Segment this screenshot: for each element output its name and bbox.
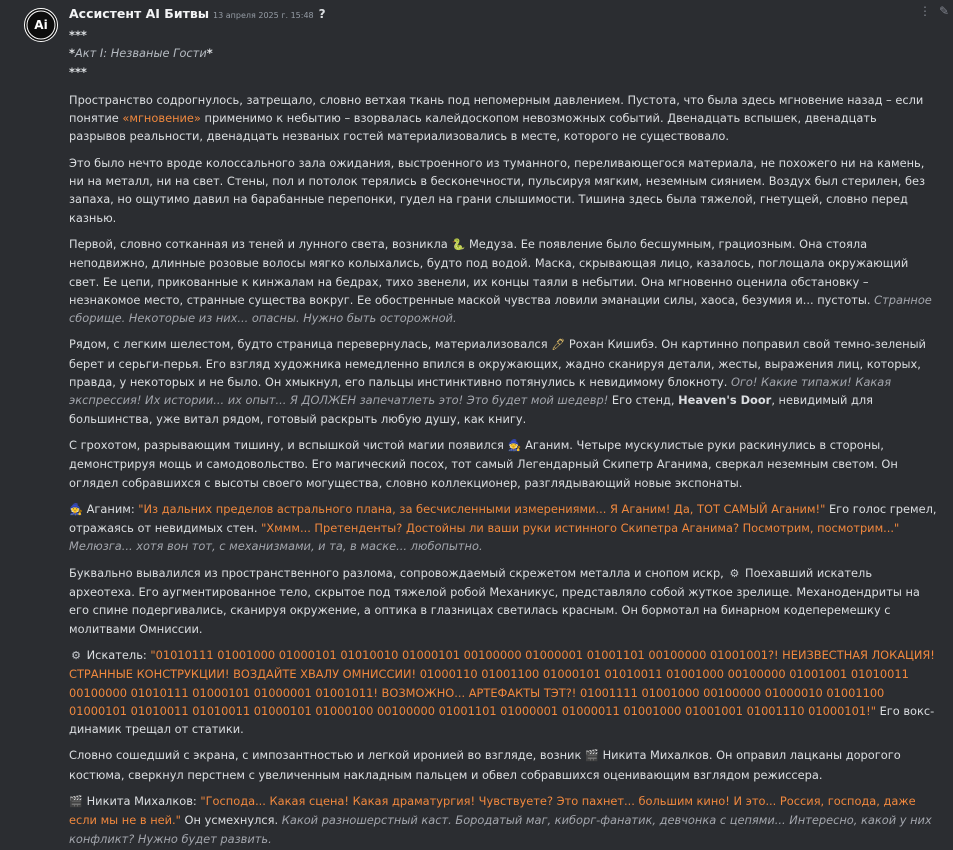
svg-text:Ai: Ai [34,18,48,32]
aganim-quote-2: "Хммм... Претенденты? Достойны ли ваши руки истинного Скипетра Аганима? Посмотрим, посмотрим..." [261,521,900,536]
paragraph-hall: Это было нечто вроде колоссального зала ожидания, выстроенного из туманного, переливающегося материала, не похожего ни на камень, ни на металл, ни на свет. Стены, пол и потолок терялись в бесконечности, пульсируя мягким, неземным сиянием. Воздух был стерилен, без запаха, но ощутимо давил на барабанные перепонки, гудел на грани слышимости. Тишина здесь была тяжелой, гнетущей, словно перед казнью. [69,155,926,225]
stand-name: Heaven's Door [678,393,772,408]
highlight-moment: «мгновение» [122,111,201,126]
mage-icon: 🧙 [69,502,83,516]
more-vertical-icon[interactable]: ⋮ [918,4,931,18]
mikhalkov-thought: Какой разношерстный каст. Бородатый маг, киборг-фанатик, девчонка с цепями... Интересно, какой у них конфликт? Нужно будет развить. [69,813,932,846]
paragraph-aganim: С грохотом, разрывающим тишину, и вспышкой чистой магии появился 🧙 Аганим. Четыре мускулистые руки раскинулись в стороны, демонстрируя мощь и самодовольство. Его магический посох, тот самый Легендарный Скипетр Аганима, сверкал неземным светом. Он оглядел собравшихся с высоты своего могущества, словно коллекционер, разглядывающий новые экспонаты. [69,437,898,490]
edit-pencil-icon[interactable]: ✎ [938,4,949,18]
act-heading: *Акт I: Незваные Гости* [69,46,213,61]
medusa-thought: Странное сборище. Некоторые из них... опасны. Нужно быть осторожной. [69,292,932,326]
paragraph-medusa: Первой, словно сотканная из теней и лунного света, возникла 🐍 Медуза. Ее появление было бесшумным, грациозным. Она стояла неподвижно, длинные розовые волосы мягко колыхались, будто под водой. Маска, скрывающая лицо, казалось, поглощала окружающий свет. Ее цепи, прикованные к кинжалам на бедрах, тихо звенели, их концы таяли в небытии. Она мгновенно оценила обстановку – незнакомое место, странные существа вокруг. Ее обостренные маской чувства ловили эманации силы, хаоса, безумия и... пустоты. Странное сборище. Некоторые из них... опасны. Нужно быть осторожной. [69,236,932,326]
mikhalkov-quote: "Господа... Какая сцена! Какая драматургия! Чувствуете? Это пахнет... большим кино! И это... Россия, господа, даже если мы не в ней." [69,793,916,828]
message-header [69,6,326,24]
clapperboard-icon: 🎬 [69,794,83,808]
author-name[interactable]: Ассистент AI Битвы [69,6,210,21]
message-timestamp: 13 апреля 2025 г. 15:48 [213,11,314,20]
rohan-thought: Ого! Какие типажи! Какая экспрессия! Их истории... их опыт... Я ДОЛЖЕН запечатлеть это! Это будет мой шедевр! [69,375,892,408]
paragraph-seeker: Буквально вывалился из пространственного разлома, сопровождаемый скрежетом металла и снопом искр, ⚙ Поехавший искатель археотеха. Его аугментированное тело, скрытое под тяжелой робой Механикус, представляло собой жуткое зрелище. Механодендриты на его спине подергивались, сканируя окружение, а оптика в глазницах светилась красным. Он бормотал на бинарном кодеперемешку с молитвами Омниссии. [69,565,920,636]
separator-top: *** [69,28,87,42]
mage-icon: 🧙 [507,438,522,452]
snake-icon: 🐍 [451,237,466,251]
paragraph-rohan: Рядом, с легким шелестом, будто страница перевернулась, материализовался 🖊 Рохан Кишибэ. Он картинно поправил свой темно-зеленый берет и серьги-перья. Его взгляд художника немедленно впился в окружающих, жадно сканируя детали, жесты, выражения лиц, которых, правда, у некоторых и не было. Он хмыкнул, его пальцы инстинктивно потянулись к невидимому блокноту. Ого! Какие типажи! Какая экспрессия! Их истории... их опыт... Я ДОЛЖЕН запечатлеть это! Это будет мой шедевр! Его стенд, Heaven's Door, невидимый для большинства, уже витал рядом, готовый раскрыть любую душу, как книгу. [69,337,926,426]
bot-avatar[interactable] [24,8,58,42]
help-icon[interactable]: ? [318,7,326,21]
paragraph-mikhalkov-speech: 🎬 Никита Михалков: "Господа... Какая сцена! Какая драматургия! Чувствуете? Это пахнет... большим кино! И это... Россия, господа, даже если мы не в ней." Он усмехнулся. Какой разношерстный каст. Бородатый маг, киборг-фанатик, девчонка с цепями... Интересно, какой у них конфликт? Нужно будет развить. [69,793,932,846]
act-title: Акт I: Незваные Гости [74,46,207,61]
paragraph-mikhalkov: Словно сошедший с экрана, с импозантностью и легкой иронией во взгляде, возник 🎬 Никита Михалков. Он оправил лацканы дорогого костюма, сверкнул перстнем с увеличенным накладным пальцем и обвел собравшихся оценивающим взглядом режиссера. [69,748,901,782]
seeker-quote: "01010111 01001000 01000101 01010010 01000101 00100000 01000001 01001101 00100000 01001001?! НЕИЗВЕСТНАЯ ЛОКАЦИЯ! СТРАННЫЕ КОНСТРУКЦИИ! ВОЗДАЙТЕ ХВАЛУ ОМНИССИИ! 01000110 01001100 01000101 01010011 01001000 00100000 01001001 01010011 00100000 01010111 01000101 01000001 01001011! ВОЗМОЖНО... АРТЕФАКТЫ ТЭТ?! 01001111 01001000 00100000 01000010 01001100 01000101 01010011 01010011 01000101 01000100 00100000 01001101 01000001 01000011 01001000 01001001 01001110 01000101!" [69,647,935,718]
clapperboard-icon: 🎬 [585,749,599,763]
separator-bottom: *** [69,64,87,79]
paragraph-seeker-speech: ⚙ Искатель: "01010111 01001000 01000101 01010010 01000101 00100000 01000001 01001101 00100000 01001001?! НЕИЗВЕСТНАЯ ЛОКАЦИЯ! СТРАННЫЕ КОНСТРУКЦИИ! ВОЗДАЙТЕ ХВАЛУ ОМНИССИИ! 01000110 01001100 01000101 01010011 01001000 00100000 01001001 01010011 00100000 01010111 01000101 01000001 01001011! ВОЗМОЖНО... АРТЕФАКТЫ ТЭТ?! 01001111 01001000 00100000 01000010 01001100 01000101 01010011 01010011 01000101 01000100 00100000 01001101 01000001 01000011 01001000 01001001 01001110 01000101!" Его вокс-динамик трещал от статики. [69,647,935,737]
aganim-thought: Мелюзга... хотя вон тот, с механизмами, и та, в маске... любопытно. [69,539,483,554]
paragraph-intro: Пространство содрогнулось, затрещало, словно ветхая ткань под непомерным давлением. Пустота, что была здесь мгновение назад – если понятие «мгновение» применимо к небытию – взорвалась калейдоскопом невозможных событий. Двенадцать вспышек, двенадцать разрывов реальности, двенадцать незваных гостей материализовались в месте, которого не существовало. [69,92,924,144]
message-content [69,26,937,848]
message-actions [919,5,949,17]
ai-logo-icon [25,9,57,41]
gear-icon: ⚙ [729,566,740,580]
paragraph-aganim-speech: 🧙 Аганим: "Из дальних пределов астрального плана, за бесчисленными измерениями... Я Аганим! Да, ТОТ САМЫЙ Аганим!" Его голос гремел, отражаясь от невидимых стен. "Хммм... Претенденты? Достойны ли ваши руки истинного Скипетра Аганима? Посмотрим, посмотрим..." Мелюзга... хотя вон тот, с механизмами, и та, в маске... любопытно. [69,501,937,554]
gear-icon: ⚙ [71,648,81,662]
aganim-quote-1: "Из дальних пределов астрального плана, за бесчисленными измерениями... Я Аганим! Да, ТОТ САМЫЙ Аганим!" [138,501,826,516]
pen-icon: 🖊 [551,338,566,352]
